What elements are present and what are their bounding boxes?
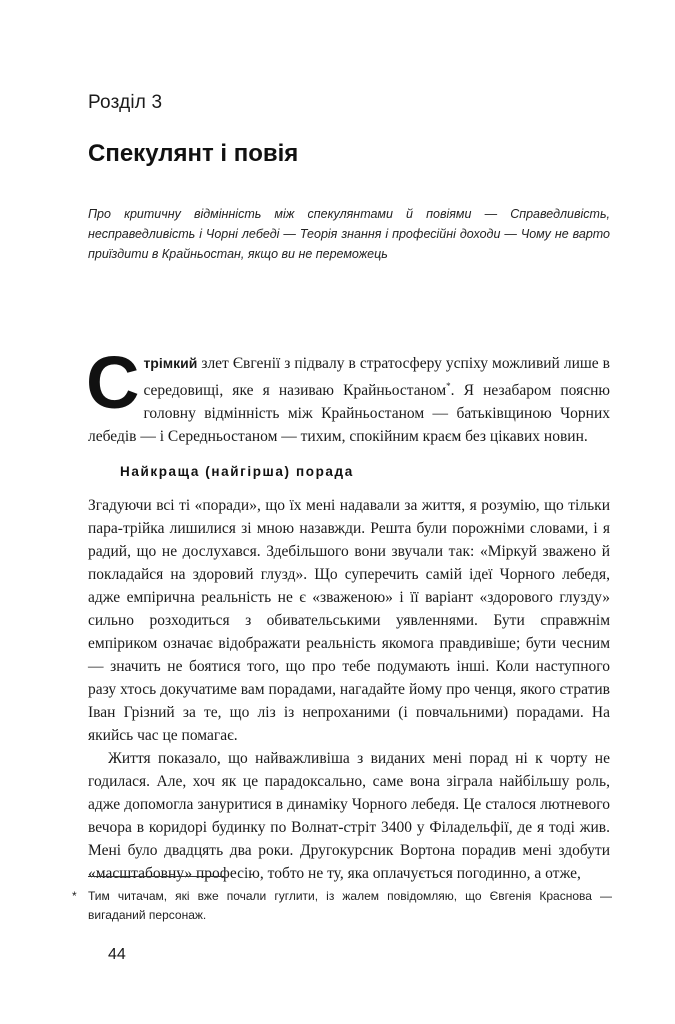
section-heading: Найкраща (найгірша) порада [120, 464, 354, 479]
footnote-mark: * [72, 889, 77, 903]
opening-text-part-2: . Я незабаром поясню головну відмінність між Крайньостаном — батьківщиною Чорних лебедів — і Середньостаном — тихим, спокійним краєм без цікавих новин. [88, 382, 610, 446]
opening-paragraph [86, 341, 610, 448]
drop-cap: С [86, 341, 140, 424]
chapter-epigraph: Про критичну відмінність між спекулянтами й повіями — Справедливість, несправедливість і Чорні лебеді — Теорія знання і професійні доходи — Чому не варто приїздити в Крайньостан, якщо ви не переможець [88, 207, 610, 261]
chapter-label: Розділ 3 [88, 92, 163, 113]
opening-text-part-1: злет Євгенії з підвалу в стратосферу успіху можливий лише в середовищі, яке я називаю Крайньостаном [143, 355, 610, 400]
lead-word: трімкий [143, 355, 198, 371]
paragraph-advice: Згадуючи всі ті «поради», що їх мені надавали за життя, я розумію, що тільки пара-трійка лишилися зі мною назавжди. Решта були порожніми словами, і я радий, що не дослухався. Здебільшого вони звучали так: «Міркуй зважено й покладайся на здоровий глузд». Що суперечить самій ідеї Чорного лебедя, адже емпірична реальність не є «зваженою» і її варіант «здорового глузду» сильно розходиться з обивательськими уявленнями. Бути справжнім емпіриком означає відображати реальність якомога правдивіше; бути чесним — значить не боятися того, що про тебе подумають інші. Коли наступного разу хтось докучатиме вам порадами, нагадайте йому про ченця, якого стратив Іван Грізний за те, що ліз із непроханими (і повчальними) порадами. На якийсь час це помагає. [88, 497, 610, 744]
footnote-reference: * [446, 381, 451, 391]
footnote-divider [88, 876, 224, 877]
chapter-title: Спекулянт і повія [88, 140, 299, 167]
footnote-text: Тим читачам, які вже почали гуглити, із жалем повідомляю, що Євгенія Краснова — вигаданий персонаж. [88, 889, 612, 922]
paragraph-life: Життя показало, що найважливіша з виданих мені порад ні к чорту не годилася. Але, хоч як це парадоксально, саме вона зіграла найбільшу роль, адже допомогла зануритися в динаміку Чорного лебедя. Це сталося лютневого вечора в коридорі будинку по Волнат-стріт 3400 у Філадельфії, де я тоді жив. Мені було двадцять два роки. Другокурсник Вортона порадив мені здобути «масштабовну» професію, тобто не ту, яка оплачується погодинно, а отже, [88, 750, 610, 882]
footnote [72, 887, 612, 925]
body-text [88, 494, 610, 885]
page-number: 44 [108, 946, 126, 963]
